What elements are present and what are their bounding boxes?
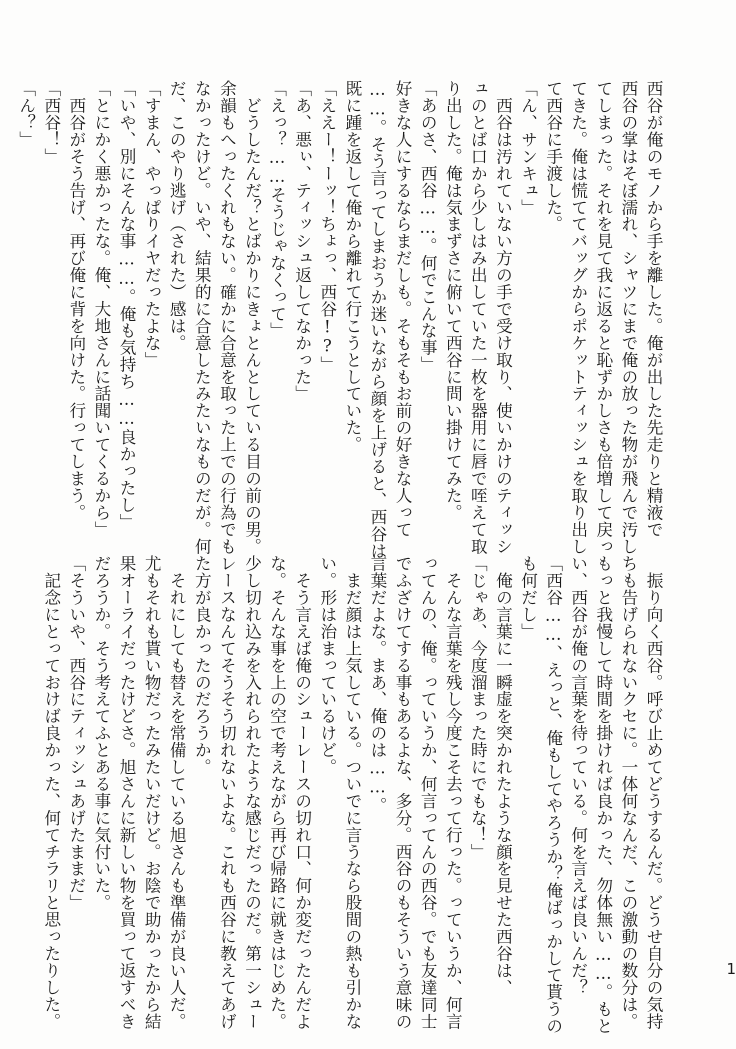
text-line: てしまった。それを見て我に返ると恥ずかしさも倍増して戻っ xyxy=(593,80,613,555)
text-line: 既に踵を返して俺から離れて行こうとしていた。 xyxy=(342,80,362,453)
text-line: 西谷の掌はそぼ濡れ、シャツにまで俺の放った物が飛んで汚し xyxy=(618,80,638,555)
text-line: 少し切れ込みを入れられたような感じだったのだ。第一シュー xyxy=(242,555,262,1030)
text-line: レースなんてそうそう切れないよな。これも西谷に教えてあげ xyxy=(217,555,237,1030)
text-block-upper xyxy=(16,80,666,560)
text-line: 「西谷！」 xyxy=(41,80,61,165)
text-line: 「西谷……、えっと、俺もしてやろうか？俺ばっかして貰うの xyxy=(543,555,563,1035)
text-line: なかったけど。いや、結果的に合意したみたいなものだが。何 xyxy=(192,80,212,555)
text-line: ちも告げられないクセに。一体何なんだ、この激動の数分は。 xyxy=(618,555,638,1030)
page-number: 1 xyxy=(726,960,736,978)
text-line: ……。そう言ってしまおうか迷いながら顔を上げると、西谷は xyxy=(367,80,387,560)
text-line: も何だし」 xyxy=(518,555,538,640)
text-line: り出した。俺は気まずさに俯いて西谷に問い掛けてみた。 xyxy=(443,80,463,521)
text-line: な。そんな事を上の空で考えながら再び帰路に就きはじめた。 xyxy=(267,555,287,1030)
text-line: 「そういや、西谷にティッシュあげたままだ」 xyxy=(66,555,86,911)
text-line: ってんの、俺。っていうか、何言ってんの西谷。でも友達同士 xyxy=(418,555,438,1030)
text-line: い。形は治まっているけど。 xyxy=(317,555,337,776)
text-line: 「すまん、やっぱりイヤだったよな」 xyxy=(142,80,162,369)
text-line: 「ええー！ーッ！ちょっ、西谷!?」 xyxy=(317,80,337,373)
text-line: でふざけてする事もあるよな、多分。西谷のもそういう意味の xyxy=(393,555,413,1030)
text-line: まだ顔は上気している。ついでに言うなら股間の熱も引かな xyxy=(342,555,362,1030)
text-line: 余韻もへったくれもない。確かに合意を取った上での行為でも xyxy=(217,80,237,555)
text-line: そんな言葉を残し今度こそ去って行った。っていうか、何言 xyxy=(443,555,463,1030)
text-line: 「あ、悪ぃ、ティッシュ返してなかった」 xyxy=(292,80,312,403)
text-line: 言葉だよな。まあ、俺のは……。 xyxy=(367,555,387,815)
text-line: 西谷は汚れていない方の手で受け取り、使いかけのティッシ xyxy=(493,80,513,555)
text-line: てきた。俺は慌ててバッグからポケットティッシュを取り出し xyxy=(568,80,588,555)
text-line: 「あのさ、西谷……。何でこんな事」 xyxy=(418,80,438,373)
text-line: どうしたんだ？とばかりにきょとんとしている目の前の男。 xyxy=(242,80,262,555)
text-block-lower xyxy=(41,555,666,1035)
text-line: 果オーライだったけどさ。旭さんに新しい物を買って返すべき xyxy=(117,555,137,1030)
text-line: い、西谷が俺の言葉を待っている。何を言えば良いんだ？ xyxy=(568,555,588,996)
text-line: だ、このやり逃げ（された）感は。 xyxy=(167,80,187,352)
text-line: 記念にとっておけば良かった、何てチラリと思ったりした。 xyxy=(41,555,61,1030)
text-line: 好きな人にするならまだしも。そもそもお前の好きな人って xyxy=(393,80,413,538)
text-line: 「えっ？……そうじゃなくって」 xyxy=(267,80,287,340)
text-line: 西谷がそう告げ、再び俺に背を向けた。行ってしまう。 xyxy=(66,80,86,521)
text-line: もっと我慢して時間を掛ければ良かった、勿体無い……。もと xyxy=(593,555,613,1035)
text-line: 「ん？」 xyxy=(16,80,36,148)
text-line: 「じゃあ、今度溜まった時にでもな！」 xyxy=(468,555,488,861)
text-line: 「ん、サンキュ」 xyxy=(518,80,538,216)
text-line: 「いや、別にそんな事……。俺も気持ち……良かったし」 xyxy=(117,80,137,531)
text-line: だろうか。そう考えてふとある事に気付いた。 xyxy=(91,555,111,911)
text-line: それにしても替えを常備している旭さんも準備が良い人だ。 xyxy=(167,555,187,1030)
text-line: 振り向く西谷。呼び止めてどうするんだ。どうせ自分の気持 xyxy=(644,555,663,1030)
text-line: 西谷が俺のモノから手を離した。俺が出した先走りと精液で xyxy=(644,80,663,538)
text-line: 尤もそれも貰い物だったみたいだけど。お陰で助かったから結 xyxy=(142,555,162,1030)
text-line: て西谷に手渡した。 xyxy=(543,80,563,233)
text-line: そう言えば俺のシューレースの切れ口、何か変だったんだよ xyxy=(292,555,312,1030)
text-line: 「とにかく悪かったな。俺、大地さんに話聞いてくるから」 xyxy=(91,80,111,538)
text-line: た方が良かったのだろうか。 xyxy=(192,555,212,776)
text-line: 俺の言葉に一瞬虚を突かれたような顔を見せた西谷は、 xyxy=(493,555,513,996)
text-line: ュのとば口から少しはみ出していた一枚を器用に唇で咥えて取 xyxy=(468,80,488,555)
